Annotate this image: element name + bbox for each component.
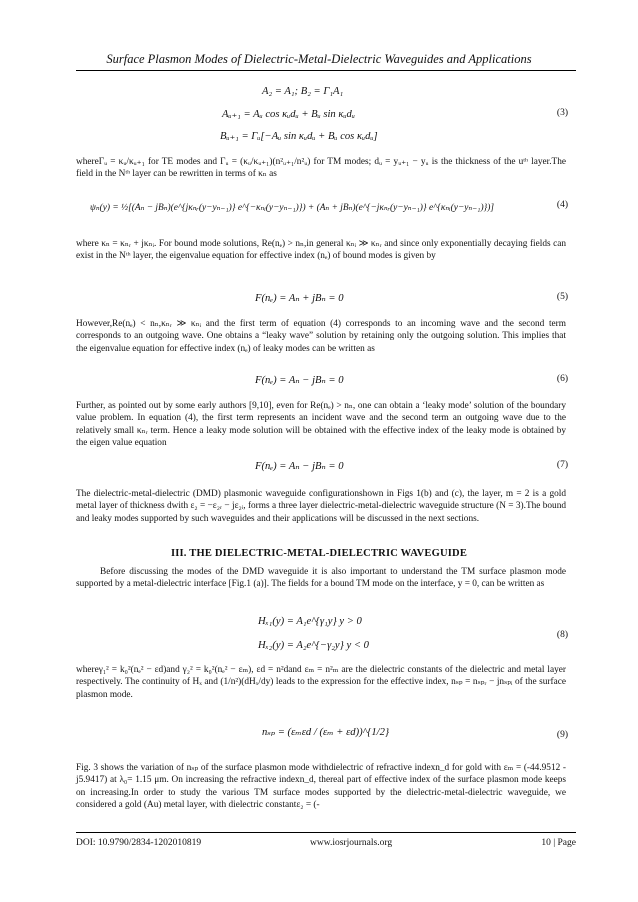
paragraph-bound-modes: where κₙ = κₙᵣ + jκₙᵢ. For bound mode solutions, Re(nₑ) > nₙ,in general κₙᵢ ≫ κₙᵣ and since only exponentially decaying fields can exist in the Nᵗʰ layer, the eigenvalue equation for effective index (nₑ) of bound modes is given by: [76, 239, 566, 262]
footer-divider: [76, 832, 576, 833]
equation-number-4: (4): [556, 200, 568, 210]
equation-8a: Hₓ₁(y) = A₁e^{γ₁y} y > 0: [258, 616, 362, 627]
equation-au1: Aᵤ₊₁ = Aᵤ cos κᵤdᵤ + Bᵤ sin κᵤdᵤ: [222, 109, 355, 120]
equation-7: F(nₑ) = Aₙ − jBₙ = 0: [255, 461, 344, 472]
paragraph-surface-plasmon: Before discussing the modes of the DMD waveguide it is also important to understand the TM surface plasmon mode supported by a metal-dielectric interface [Fig.1 (a)]. The fields for a bound TM mode on the interface, y = 0, can be written as: [76, 567, 566, 590]
equation-number-5: (5): [556, 292, 568, 302]
equation-8b: Hₓ₂(y) = A₂e^{−γ₂y} y < 0: [258, 640, 369, 651]
equation-4: ψₙ(y) = ½[(Aₙ − jBₙ)(e^{jκₙᵣ(y−yₙ₋₁)} e^{−κₙᵢ(y−yₙ₋₁)}) + (Aₙ + jBₙ)(e^{−jκₙᵣ(y−yₙ₋₁)} e^{κₙᵢ(y−yₙ₋₁)})]: [90, 203, 495, 213]
paragraph-fig3: Fig. 3 shows the variation of nₛₚ of the surface plasmon mode withdielectric of refractive indexn_d for gold with εₘ = (-44.9512 -j5.9417) at λ₀= 1.15 μm. On increasing the refractive indexn_d, thereal part of effective index of the surface plasmon mode keeps on increasing.In order to study the various TM surface modes supported by the dielectric-metal-dielectric waveguide, we considered a gold (Au) metal layer, with dielectric constantε₂ = (-: [76, 763, 566, 811]
equation-number-6: (6): [556, 374, 568, 384]
footer-doi: DOI: 10.9790/2834-1202010819: [76, 838, 202, 848]
paragraph-gamma-definition: whereΓᵤ = κᵤ/κᵤ₊₁ for TE modes and Γᵤ = (κᵤ/κᵤ₊₁)(n²ᵤ₊₁/n²ᵤ) for TM modes; dᵤ = yᵤ₊₁ − yᵤ is the thickness of the uᵗʰ layer.The field in the Nᵗʰ layer can be rewritten in terms of κₙ as: [76, 157, 566, 180]
equation-number-9: (9): [556, 730, 568, 740]
equation-number-8: (8): [556, 630, 568, 640]
equation-6: F(nₑ) = Aₙ − jBₙ = 0: [255, 375, 344, 386]
header-divider: [76, 70, 576, 71]
equation-a2: A₂ = A₁; B₂ = Γ₁A₁: [262, 86, 344, 97]
paragraph-gamma-dielectric: whereγ₁² = k₀²(nₑ² − εd)and γ₂² = k₀²(nₑ² − εₘ), εd = n²dand εₘ = n²ₘ are the dielectric constants of the dielectric and metal layer respectively. The continuity of Hₓ and (1/n²)(dHₓ/dy) leads to the expression for the effective index, nₛₚ = nₛₚᵣ − jnₛₚᵢ of the surface plasmon mode.: [76, 665, 566, 700]
equation-5: F(nₑ) = Aₙ + jBₙ = 0: [255, 293, 344, 304]
footer-website-link[interactable]: www.iosrjournals.org: [310, 838, 393, 848]
paragraph-leaky-wave: However,Re(nₑ) < nₙ,κₙᵣ ≫ κₙᵢ and the first term of equation (4) corresponds to an incoming wave and the second term corresponds to an outgoing wave. One obtains a “leaky wave” solution by retaining only the outgoing solution. This implies that the eigenvalue equation for effective index (nₑ) of leaky modes can be written as: [76, 319, 566, 354]
equation-9: nₛₚ = (εₘεd / (εₘ + εd))^{1/2}: [262, 727, 390, 738]
equation-number-7: (7): [556, 460, 568, 470]
equation-number-3: (3): [556, 108, 568, 118]
equation-bu1: Bᵤ₊₁ = Γᵤ[−Aᵤ sin κᵤdᵤ + Bᵤ cos κᵤdᵤ]: [220, 131, 378, 142]
paragraph-leaky-mode: Further, as pointed out by some early authors [9,10], even for Re(nₑ) > nₙ, one can obtain a ‘leaky mode’ solution of the boundary value problem. In equation (4), the first term represents an incident wave and the second term an outgoing wave due to the relatively small κₙᵣ term. Hence a leaky mode solution will be obtained with the effective index of the leaky mode is obtained by the eigen value equation: [76, 401, 566, 449]
running-title: Surface Plasmon Modes of Dielectric-Metal-Dielectric Waveguides and Applications: [106, 52, 532, 66]
section-heading: III. THE DIELECTRIC-METAL-DIELECTRIC WAVEGUIDE: [170, 548, 468, 559]
footer-page-number: 10 | Page: [541, 838, 576, 848]
paragraph-dmd-config: The dielectric-metal-dielectric (DMD) plasmonic waveguide configurationshown in Figs 1(b) and (c), the layer, m = 2 is a gold metal layer of thickness dwith ε₂ = −ε₂ᵣ − jε₂ᵢ, forms a three layer dielectric-metal-dielectric waveguide structure (N = 3).The bound and leaky modes supported by such waveguides and their applications will be discussed in the next sections.: [76, 489, 566, 524]
